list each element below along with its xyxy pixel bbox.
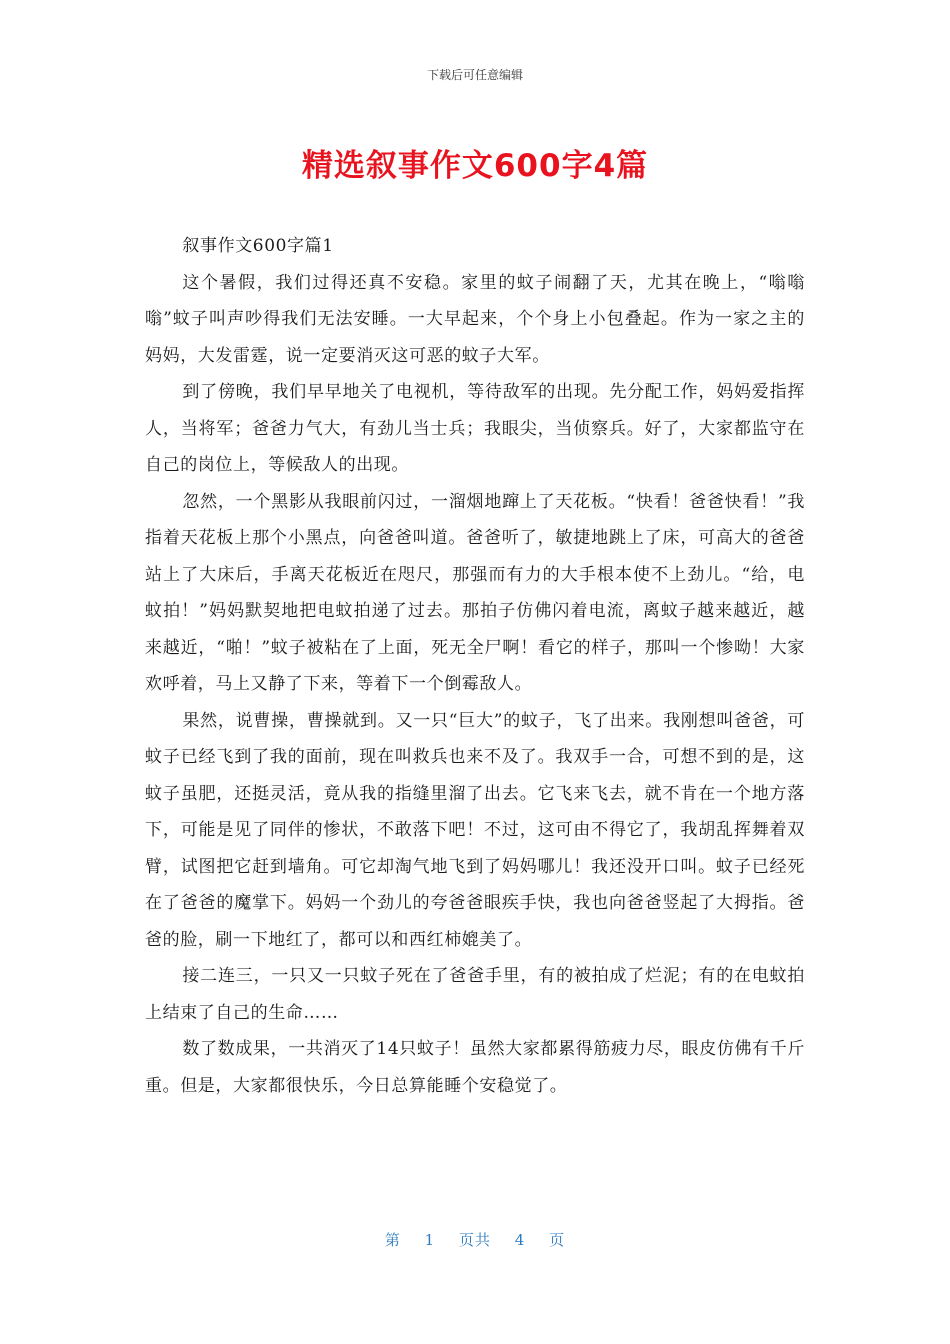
page-footer: 第 1 页共 4 页 bbox=[384, 1231, 566, 1249]
paragraph-1: 这个暑假，我们过得还真不安稳。家里的蚊子闹翻了天，尤其在晚上，“嗡嗡嗡”蚊子叫声吵得我们无法安睡。一大早起来，个个身上小包叠起。作为一家之主的妈妈，大发雷霆，说一定要消灭这可恶的蚊子大军。 bbox=[145, 272, 805, 366]
document-title: 精选叙事作文600字4篇 bbox=[301, 148, 649, 184]
paragraph-6: 数了数成果，一共消灭了14只蚊子！虽然大家都累得筋疲力尽，眼皮仿佛有千斤重。但是，大家都很快乐，今日总算能睡个安稳觉了。 bbox=[145, 1039, 805, 1096]
page-header-note: 下载后可任意编辑 bbox=[426, 68, 523, 82]
paragraph-5: 接二连三，一只又一只蚊子死在了爸爸手里，有的被拍成了烂泥；有的在电蚊拍上结束了自己的生命…… bbox=[145, 966, 805, 1023]
paragraph-3: 忽然，一个黑影从我眼前闪过，一溜烟地蹿上了天花板。“快看！爸爸快看！”我指着天花板上那个小黑点，向爸爸叫道。爸爸听了，敏捷地跳上了床，可高大的爸爸站上了大床后，手离天花板近在咫尺，那强而有力的大手根本使不上劲儿。“给，电蚊拍！”妈妈默契地把电蚊拍递了过去。那拍子仿佛闪着电流，离蚊子越来越近，越来越近，“啪！”蚊子被粘在了上面，死无全尸啊！看它的样子，那叫一个惨呦！大家欢呼着，马上又静了下来，等着下一个倒霉敌人。 bbox=[145, 491, 805, 694]
paragraph-4: 果然，说曹操，曹操就到。又一只“巨大”的蚊子，飞了出来。我刚想叫爸爸，可蚊子已经飞到了我的面前，现在叫救兵也来不及了。我双手一合，可想不到的是，这蚊子虽肥，还挺灵活，竟从我的指缝里溜了出去。它飞来飞去，就不肯在一个地方落下，可能是见了同伴的惨状，不敢落下吧！不过，这可由不得它了，我胡乱挥舞着双臂，试图把它赶到墙角。可它却淘气地飞到了妈妈哪儿！我还没开口叫。蚊子已经死在了爸爸的魔掌下。妈妈一个劲儿的夸爸爸眼疾手快，我也向爸爸竖起了大拇指。爸爸的脸，刷一下地红了，都可以和西红柿媲美了。 bbox=[145, 710, 805, 950]
paragraph-2: 到了傍晚，我们早早地关了电视机，等待敌军的出现。先分配工作，妈妈爱指挥人，当将军；爸爸力气大，有劲儿当士兵；我眼尖，当侦察兵。好了，大家都监守在自己的岗位上，等候敌人的出现。 bbox=[145, 382, 805, 475]
document-body bbox=[145, 228, 805, 1104]
section-heading: 叙事作文600字篇1 bbox=[182, 236, 334, 256]
